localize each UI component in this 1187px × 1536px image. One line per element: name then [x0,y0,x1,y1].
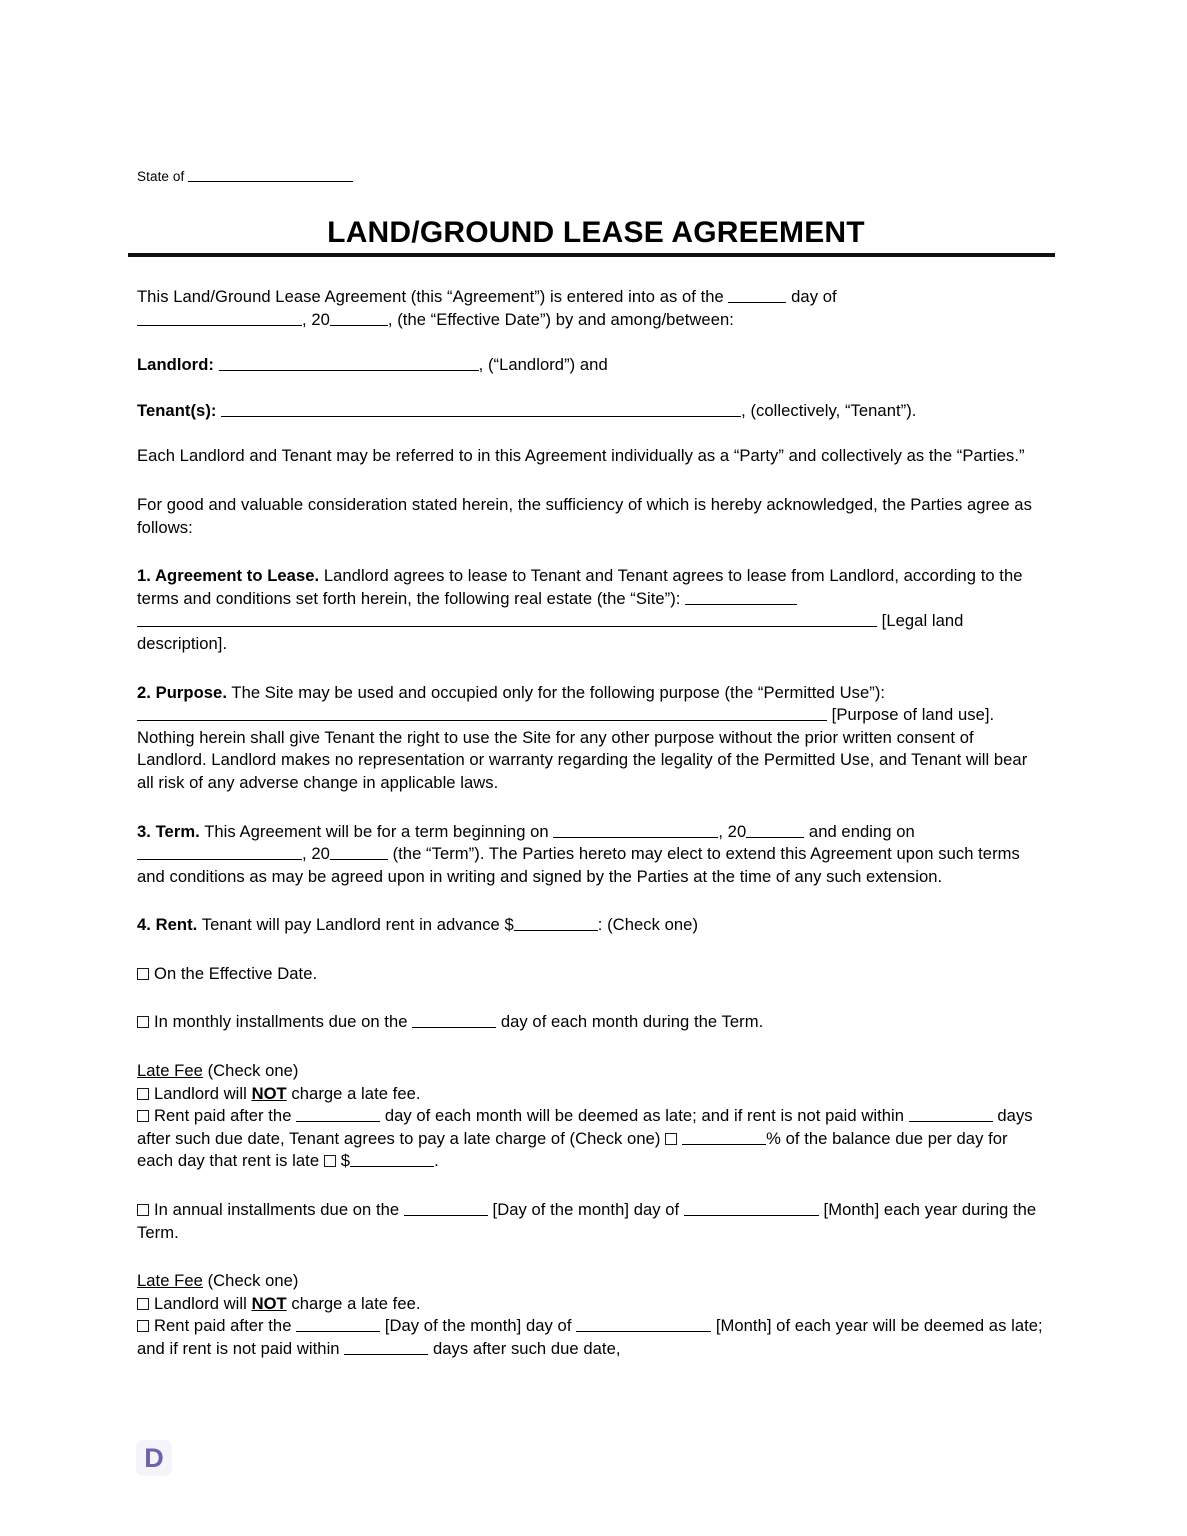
page-title: LAND/GROUND LEASE AGREEMENT [327,216,865,249]
intro-paragraph [137,286,1047,331]
checkbox-icon[interactable] [137,1204,149,1216]
monthly-late-opt2-c: days after such due date, Tenant agrees to pay a late charge of (Check one) [137,1106,1033,1148]
state-of-line [137,168,353,185]
rent-option-monthly-label-b: day of each month during the Term. [500,1012,764,1032]
state-of-label: State of [137,169,185,184]
monthly-late-days-blank[interactable] [909,1105,993,1122]
monthly-late-fee-heading: Late Fee [137,1061,203,1081]
section-3-begin-date-blank[interactable] [553,821,718,838]
section-4-text-b: : (Check one) [597,915,699,935]
brand-logo [136,1440,172,1476]
landlord-line [137,354,1047,377]
monthly-due-day-blank[interactable] [412,1012,496,1029]
intro-day-blank[interactable] [728,286,786,303]
section-2-text-a: The Site may be used and occupied only for the following purpose (the “Permitted Use”): [231,682,886,702]
rent-option-annual-label-b: [Day of the month] day of [492,1200,680,1220]
intro-line1b: day of [791,287,837,306]
annual-late-opt2-c: [Month] of each year will be deemed as late; and if rent is not paid within [137,1316,1043,1358]
rent-option-monthly-label-a: In monthly installments due on the [154,1012,408,1032]
monthly-late-opt2-f: . [434,1151,439,1171]
section-3-text-e: (the “Term”). The Parties hereto may elect to extend this Agreement upon such terms and conditions as may be agreed upon in writing and signed by the Parties at the time of any such extension. [137,844,1020,886]
checkbox-icon[interactable] [137,1298,149,1310]
monthly-late-opt2-a: Rent paid after the [154,1106,292,1126]
checkbox-icon[interactable] [137,968,149,980]
section-3-text-d: , 20 [302,844,330,864]
monthly-late-opt1-a: Landlord will [154,1083,247,1103]
parties-paragraph: Each Landlord and Tenant may be referred to in this Agreement individually as a “Party” and collectively as the “Parties.” [137,446,1025,466]
rent-option-monthly [137,1011,1047,1034]
checkbox-icon[interactable] [665,1133,677,1145]
annual-late-opt2-b: [Day of the month] day of [384,1316,572,1336]
section-3-end-year-blank[interactable] [330,843,388,860]
tenant-name-blank[interactable] [221,400,741,417]
intro-month-blank[interactable] [137,309,302,326]
section-3-end-date-blank[interactable] [137,843,302,860]
consideration-paragraph: For good and valuable consideration stated herein, the sufficiency of which is hereby acknowledged, the Parties agree as follows: [137,494,1032,537]
annual-late-opt2-a: Rent paid after the [154,1316,292,1336]
state-blank[interactable] [188,168,353,182]
monthly-late-opt1-b: charge a late fee. [291,1083,421,1103]
landlord-label: Landlord: [137,355,214,375]
checkbox-icon[interactable] [137,1320,149,1332]
monthly-late-opt2-e: $ [340,1151,351,1171]
monthly-late-percent-blank[interactable] [682,1128,766,1145]
tenant-label: Tenant(s): [137,400,217,420]
section-4-rent-amount-blank[interactable] [514,915,598,932]
rent-option-annual [137,1199,1047,1244]
section-2-text-c: Nothing herein shall give Tenant the right to use the Site for any other purpose without the prior written consent of Landlord. Landlord makes no representation or warranty regarding the legality of the Permitted Use, and Tenant will bear all risk of any adverse change in applicable laws. [137,727,1028,792]
monthly-late-opt2-d: % of the balance due per day for each day that rent is late [137,1128,1008,1171]
section-3-text-b: , 20 [718,821,747,841]
monthly-late-day-blank[interactable] [296,1105,380,1122]
section-1-legal-desc-note: [Legal land description]. [137,611,964,653]
brand-logo-letter: D [144,1442,164,1473]
intro-line2a: , 20 [302,309,330,329]
intro-line1a: This Land/Ground Lease Agreement (this “Agreement”) is entered into as of the [137,287,724,306]
section-3-begin-year-blank[interactable] [746,821,804,838]
monthly-late-amount-blank[interactable] [350,1151,434,1168]
monthly-late-opt2-b: day of each month will be deemed as late; and if rent is not paid within [384,1106,905,1126]
annual-late-day-blank[interactable] [296,1316,380,1333]
section-4-heading: 4. Rent. [137,915,198,935]
checkbox-icon[interactable] [137,1110,149,1122]
section-2-heading: 2. Purpose. [137,682,228,702]
annual-late-opt1-a: Landlord will [154,1293,247,1313]
annual-late-fee-heading: Late Fee [137,1271,203,1291]
rent-option-annual-label-a: In annual installments due on the [154,1200,400,1220]
section-1-site-blank-1[interactable] [685,588,797,605]
monthly-late-fee-heading-suffix: (Check one) [207,1061,299,1081]
rent-option-effective-date-label: On the Effective Date. [154,963,318,983]
annual-late-fee-block [137,1270,1047,1360]
rent-option-annual-label-c: [Month] each year during the Term. [137,1200,1037,1242]
annual-late-opt1-b: charge a late fee. [291,1293,421,1313]
landlord-suffix: , (“Landlord”) and [478,355,608,375]
rent-option-effective-date [137,963,1047,986]
tenant-line [137,400,1047,423]
checkbox-icon[interactable] [324,1155,336,1167]
section-1-agreement-to-lease [137,565,1047,655]
section-3-heading: 3. Term. [137,821,200,841]
annual-late-opt1-not: NOT [251,1293,287,1313]
section-2-purpose-note: [Purpose of land use]. [831,705,995,725]
document-body [137,286,1047,1361]
annual-late-opt2-d: days after such due date, [432,1339,621,1358]
checkbox-icon[interactable] [137,1088,149,1100]
intro-year-blank[interactable] [330,309,388,326]
annual-due-month-blank[interactable] [684,1199,819,1216]
annual-late-fee-heading-suffix: (Check one) [207,1271,299,1291]
landlord-name-blank[interactable] [219,354,479,371]
section-4-text-a: Tenant will pay Landlord rent in advance $ [201,915,514,935]
annual-due-day-blank[interactable] [404,1199,488,1216]
section-3-text-a: This Agreement will be for a term beginning on [204,821,549,841]
intro-line2b: , (the “Effective Date”) by and among/between: [387,309,734,329]
section-2-purpose-blank[interactable] [137,704,827,721]
tenant-suffix: , (collectively, “Tenant”). [741,400,917,420]
annual-late-days-blank[interactable] [344,1338,428,1355]
section-3-term [137,821,1047,889]
annual-late-month-blank[interactable] [576,1316,711,1333]
monthly-late-opt1-not: NOT [251,1083,287,1103]
section-1-text: Landlord agrees to lease to Tenant and Tenant agrees to lease from Landlord, according to the terms and conditions set forth herein, the following real estate (the “Site”): [137,566,1023,608]
section-2-purpose [137,682,1047,795]
section-1-heading: 1. Agreement to Lease. [137,566,320,586]
section-4-rent [137,914,1047,937]
section-1-site-blank-2[interactable] [137,611,877,628]
title-divider [128,253,1055,257]
monthly-late-fee-block [137,1060,1047,1173]
checkbox-icon[interactable] [137,1016,149,1028]
section-3-text-c: and ending on [808,821,915,841]
